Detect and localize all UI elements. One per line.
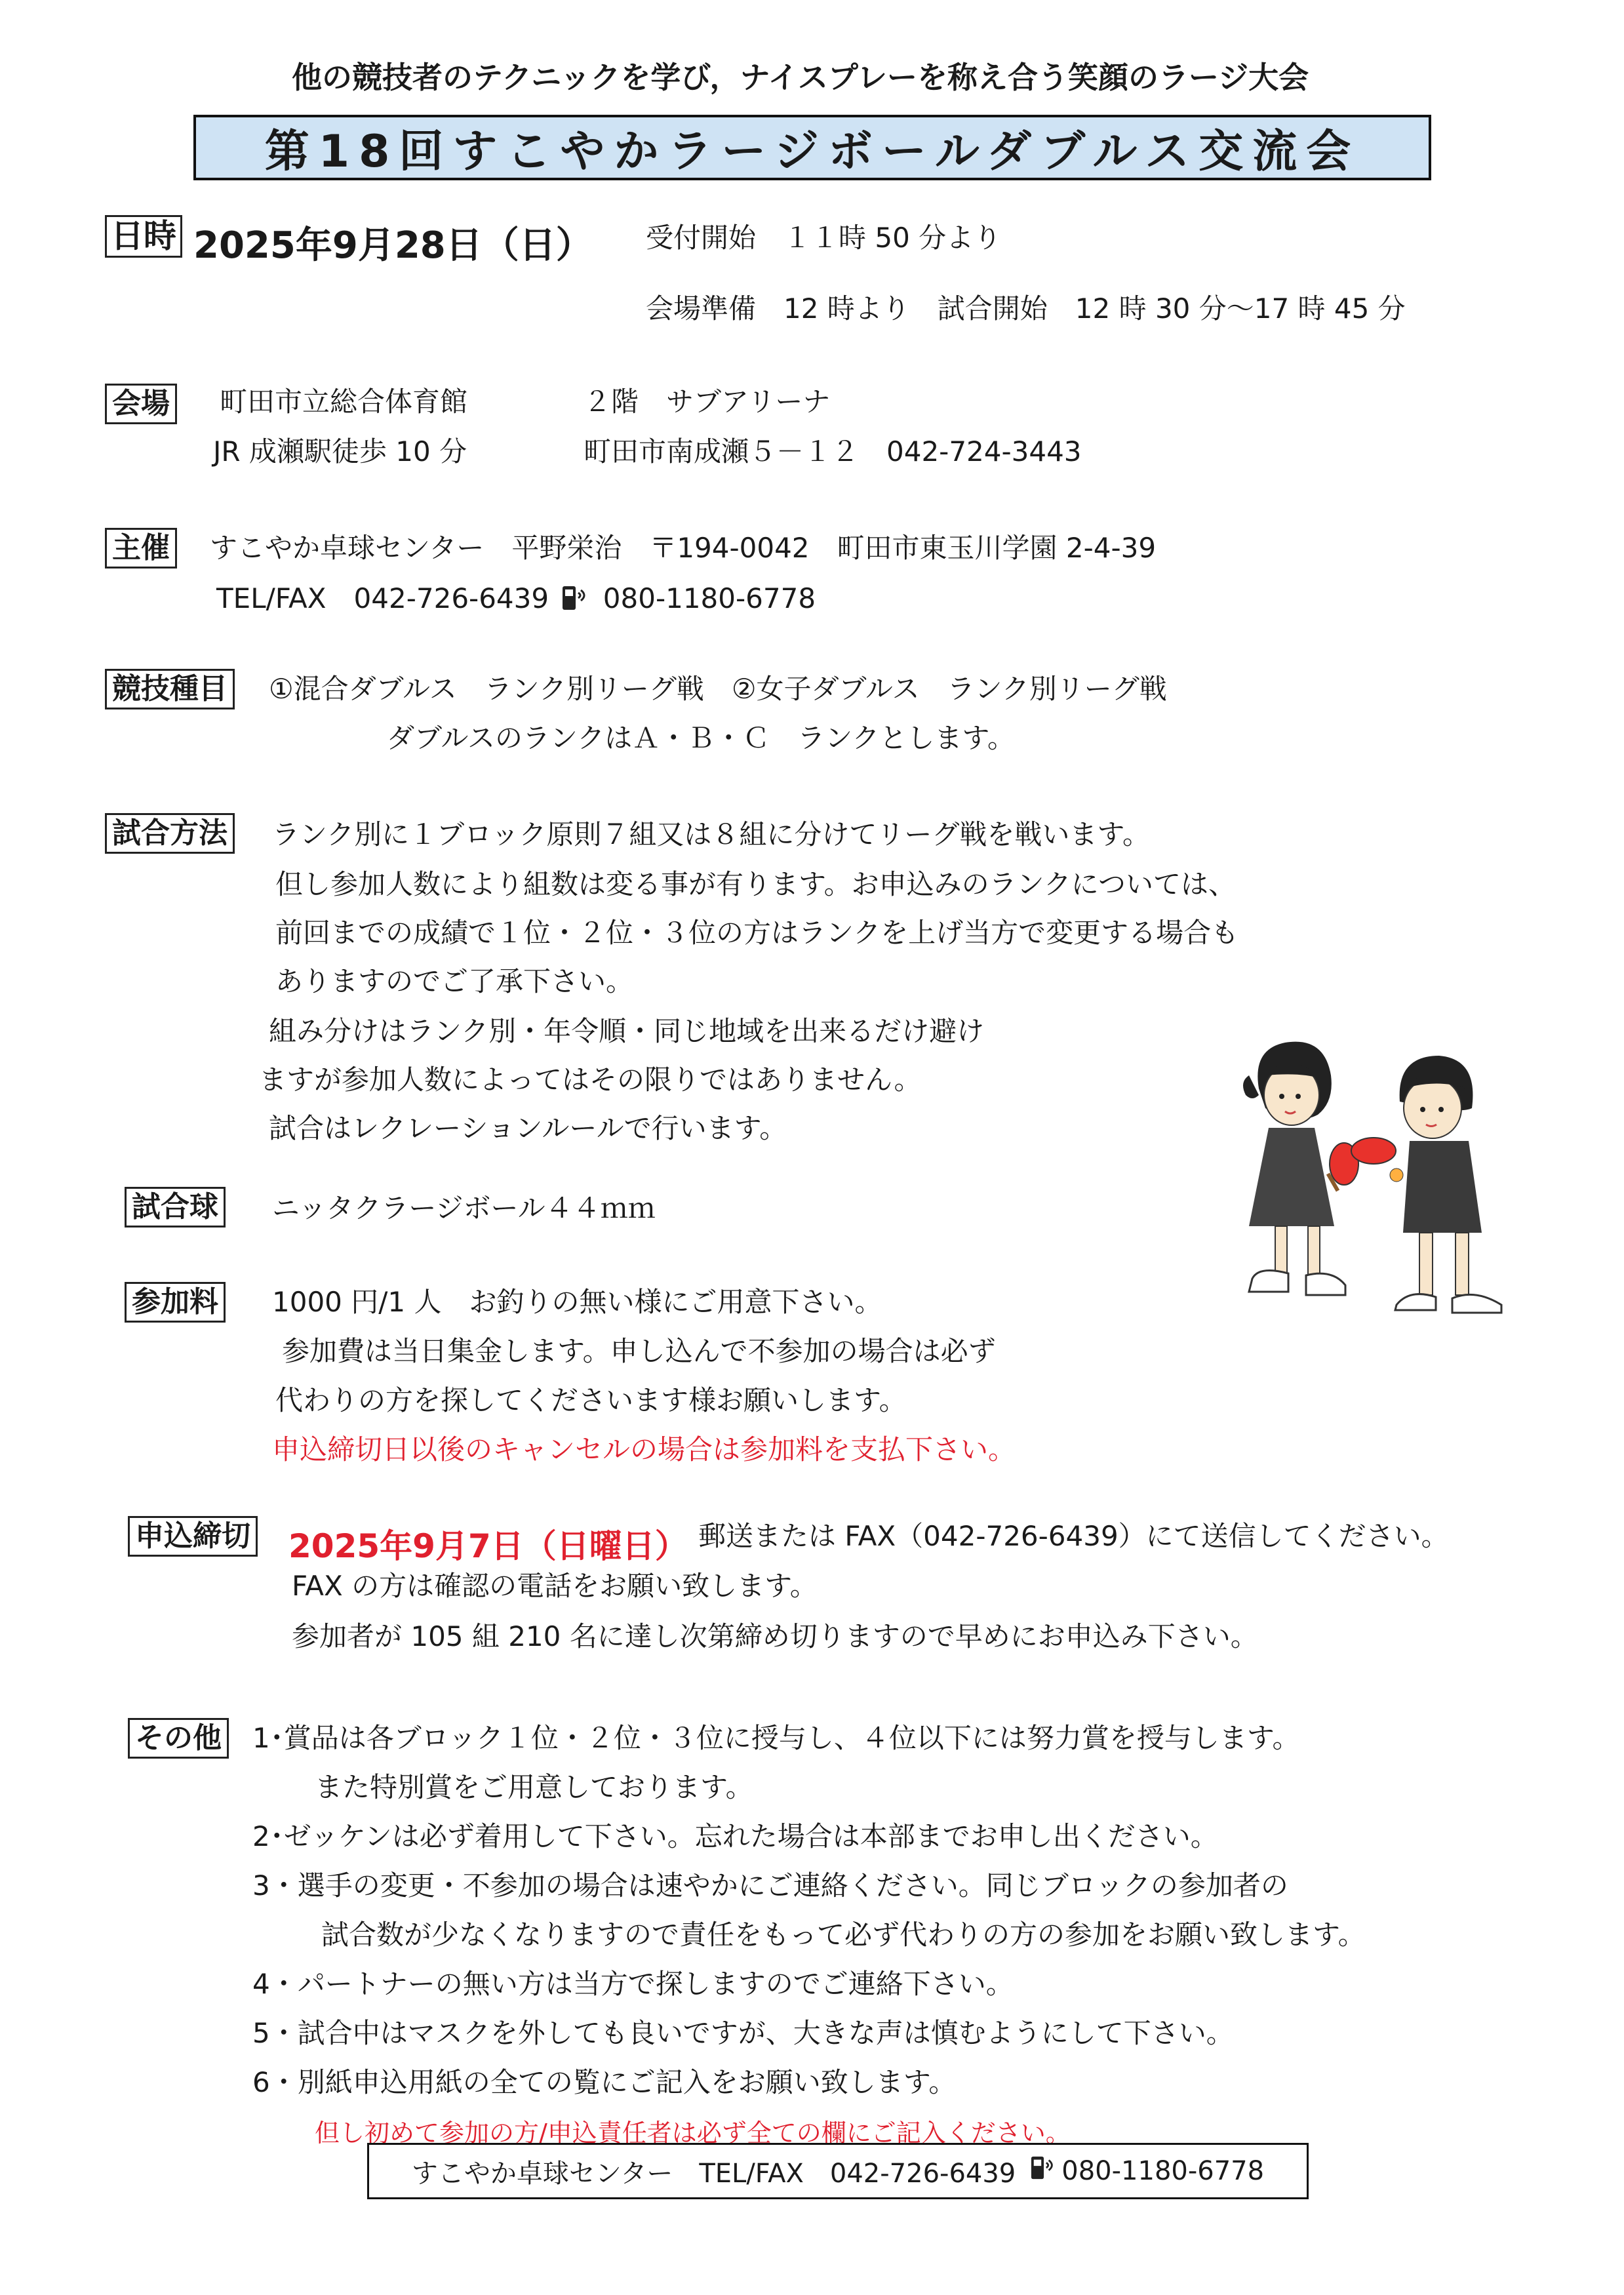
boy-player-figure — [1351, 1056, 1501, 1313]
venue-label: 会場 — [105, 384, 177, 424]
players-illustration — [1233, 997, 1574, 1340]
organizer-info: すこやか卓球センター 平野栄治 〒194-0042 町田市東玉川学園 2-4-39 — [210, 532, 1157, 564]
mobile-phone-icon — [1029, 2154, 1059, 2188]
method-line: 但し参加人数により組数は変る事が有ります。お申込みのランクについては、 — [275, 868, 1236, 900]
method-line: 組み分けはランク別・年令順・同じ地域を出来るだけ避け — [269, 1015, 985, 1047]
events-line1: ①混合ダブルス ランク別リーグ戦 ②女子ダブルス ランク別リーグ戦 — [269, 673, 1167, 705]
other-item: また特別賞をご用意しております。 — [315, 1771, 753, 1803]
other-item: 6・別紙申込用紙の全ての覧にご記入をお願い致します。 — [252, 2066, 957, 2098]
footer-org: すこやか卓球センター TEL/FAX 042-726-6439 — [411, 2158, 1016, 2189]
venue-name: 町田市立総合体育館 — [220, 386, 468, 418]
fee-label: 参加料 — [125, 1282, 226, 1323]
venue-room: ２階 サブアリーナ — [584, 386, 831, 418]
deadline-line3: 参加者が 105 組 210 名に達し次第締め切りますので早めにお申込み下さい。 — [292, 1620, 1258, 1652]
method-line: ありますのでご了承下さい。 — [275, 965, 634, 997]
page-title: 第18回すこやかラージボールダブルス交流会 — [264, 125, 1360, 178]
ball-label: 試合球 — [125, 1187, 226, 1227]
subtitle: 他の競技者のテクニックを学び，ナイスプレーを称え合う笑顔のラージ大会 — [292, 60, 1309, 95]
venue-access: JR 成瀬駅徒歩 10 分 — [213, 435, 467, 468]
fee-line1: 1000 円/1 人 お釣りの無い様にご用意下さい。 — [272, 1286, 882, 1318]
events-label: 競技種目 — [105, 669, 235, 709]
method-line: 前回までの成績で１位・２位・３位の方はランクを上げ当方で変更する場合も — [275, 917, 1239, 949]
deadline-date: 2025年9月7日（日曜日） — [288, 1527, 688, 1565]
ball-text: ニッタクラージボール４４ｍｍ — [272, 1192, 656, 1224]
method-line: ランク別に１ブロック原則７組又は８組に分けてリーグ戦を戦います。 — [272, 818, 1150, 850]
fee-warning: 申込締切日以後のキャンセルの場合は参加料を支払下さい。 — [272, 1433, 1016, 1466]
other-item: 1･賞品は各ブロック１位・２位・３位に授与し、４位以下には努力賞を授与します。 — [252, 1722, 1300, 1754]
deadline-line2: FAX の方は確認の電話をお願い致します。 — [292, 1570, 818, 1602]
other-item: 5・試合中はマスクを外しても良いですが、大きな声は慎むようにして下さい。 — [252, 2017, 1234, 2049]
method-label: 試合方法 — [105, 813, 235, 854]
method-line: ますが参加人数によってはその限りではありません。 — [259, 1064, 922, 1096]
other-item: 4・パートナーの無い方は当方で探しますのでご連絡下さい。 — [252, 1968, 1014, 2000]
schedule-time: 会場準備 12 時より 試合開始 12 時 30 分〜17 時 45 分 — [646, 292, 1406, 325]
organizer-telfax-text: TEL/FAX 042-726-6439 — [216, 582, 549, 614]
girl-player-figure — [1243, 1042, 1358, 1295]
reception-time: 受付開始 １１時 50 分より — [646, 222, 1002, 254]
other-item: 3・選手の変更・不参加の場合は速やかにご連絡ください。同じブロックの参加者の — [252, 1869, 1288, 1902]
organizer-label: 主催 — [105, 528, 177, 569]
deadline-line1: 郵送または FAX（042-726-6439）にて送信してください。 — [698, 1520, 1449, 1552]
event-date: 2025年9月28日（日） — [193, 224, 593, 267]
fee-line2: 参加費は当日集金します。申し込んで不参加の場合は必ず — [282, 1335, 996, 1367]
other-item: 2･ゼッケンは必ず着用して下さい。忘れた場合は本部までお申し出ください。 — [252, 1820, 1218, 1852]
footer-mobile: 080-1180-6778 — [1061, 2156, 1265, 2186]
fee-line3: 代わりの方を探してくださいます様お願いします。 — [275, 1384, 907, 1416]
method-line: 試合はレクレーションルールで行います。 — [269, 1112, 787, 1144]
other-label: その他 — [128, 1718, 229, 1759]
title-banner — [193, 115, 1431, 180]
other-note: 但し初めて参加の方/申込責任者は必ず全ての欄にご記入ください。 — [315, 2119, 1071, 2147]
events-line2: ダブルスのランクはＡ・Ｂ・Ｃ ランクとします。 — [387, 722, 1016, 754]
organizer-mobile: 080-1180-6778 — [603, 582, 816, 614]
mobile-phone-icon — [560, 584, 591, 617]
organizer-telfax — [216, 584, 816, 617]
other-item: 試合数が少なくなりますので責任をもって必ず代わりの方の参加をお願い致します。 — [321, 1919, 1366, 1951]
footer-contact — [367, 2143, 1309, 2199]
deadline-label: 申込締切 — [128, 1516, 258, 1557]
venue-address: 町田市南成瀬５－１２ 042-724-3443 — [584, 435, 1082, 468]
datetime-label: 日時 — [105, 215, 182, 258]
